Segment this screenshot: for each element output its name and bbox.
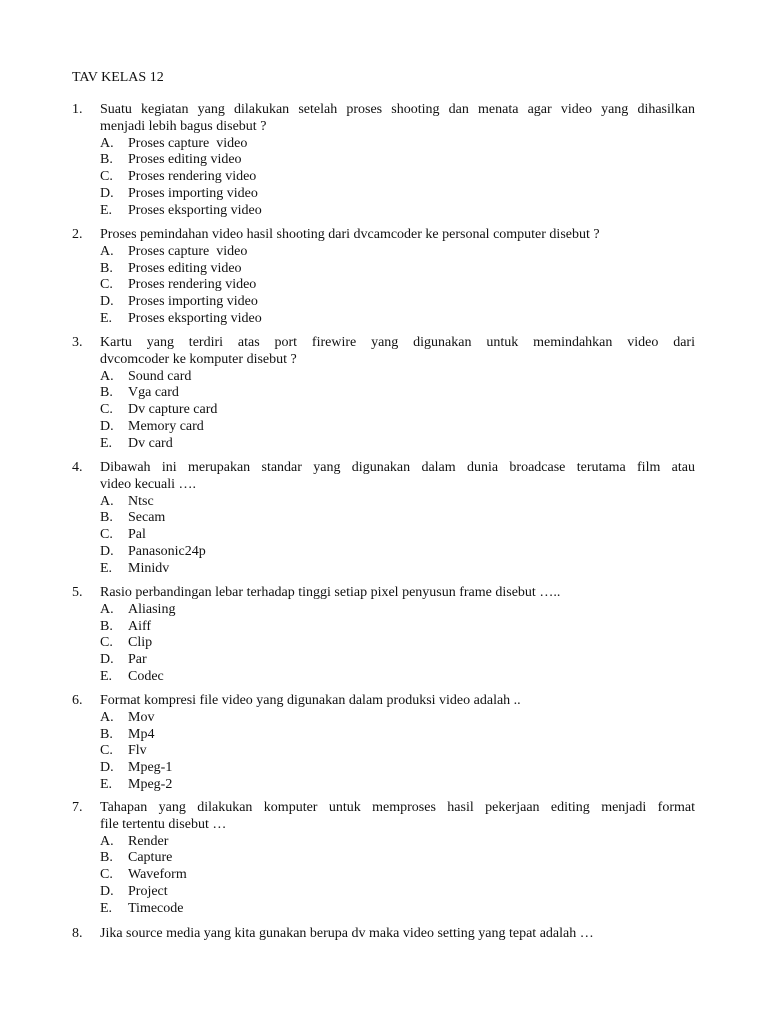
option-text: Aiff: [128, 618, 152, 634]
option-letter: D.: [100, 418, 114, 434]
question-number: 6.: [72, 693, 83, 708]
option-e: [72, 561, 695, 578]
option-text: Proses capture video: [128, 135, 248, 151]
option-d: [72, 544, 695, 561]
option-text: Mpeg-2: [128, 776, 173, 792]
option-text: Flv: [128, 743, 147, 759]
question-text-line: Dibawah ini merupakan standar yang digunakan dalam dunia broadcase terutama film atau: [100, 460, 695, 475]
option-text: Codec: [128, 668, 164, 684]
option-c: [72, 277, 695, 294]
option-b: [72, 727, 695, 744]
option-text: Timecode: [128, 900, 184, 916]
option-text: Minidv: [128, 560, 170, 576]
option-b: [72, 510, 695, 527]
option-letter: E.: [100, 202, 113, 218]
option-a: [72, 136, 695, 153]
option-letter: C.: [100, 277, 113, 293]
option-letter: D.: [100, 652, 114, 668]
question-6: [72, 693, 695, 794]
option-letter: B.: [100, 850, 113, 866]
option-text: Mpeg-1: [128, 760, 173, 776]
option-text: Mp4: [128, 726, 155, 742]
question-5: [72, 585, 695, 686]
question-8: [72, 926, 695, 943]
question-text-line: Format kompresi file video yang digunakan dalam produksi video adalah ..: [100, 693, 521, 708]
question-text-line: menjadi lebih bagus disebut ?: [100, 118, 267, 134]
option-letter: B.: [100, 385, 113, 401]
option-text: Proses capture video: [128, 243, 248, 259]
question-7: [72, 800, 695, 918]
option-text: Dv card: [128, 435, 173, 451]
option-c: [72, 169, 695, 186]
option-d: [72, 760, 695, 777]
option-list: [72, 834, 695, 918]
option-text: Mov: [128, 709, 155, 725]
option-letter: B.: [100, 726, 113, 742]
option-text: Proses rendering video: [128, 277, 257, 293]
option-c: [72, 527, 695, 544]
option-letter: E.: [100, 560, 113, 576]
option-c: [72, 743, 695, 760]
option-b: [72, 850, 695, 867]
option-text: Clip: [128, 635, 153, 651]
question-text-line: Jika source media yang kita gunakan berupa dv maka video setting yang tepat adalah …: [100, 926, 594, 941]
option-letter: A.: [100, 243, 114, 259]
question-number: 2.: [72, 227, 83, 242]
option-letter: C.: [100, 527, 113, 543]
option-e: [72, 777, 695, 794]
option-letter: C.: [100, 635, 113, 651]
option-text: Proses importing video: [128, 294, 258, 310]
question-text-line: Suatu kegiatan yang dilakukan setelah proses shooting dan menata agar video yang dihasilkan: [100, 102, 695, 117]
option-c: [72, 635, 695, 652]
option-letter: D.: [100, 543, 114, 559]
option-b: [72, 261, 695, 278]
option-text: Dv capture card: [128, 402, 218, 418]
option-letter: D.: [100, 294, 114, 310]
option-e: [72, 669, 695, 686]
option-letter: A.: [100, 493, 114, 509]
option-letter: C.: [100, 743, 113, 759]
option-a: [72, 494, 695, 511]
option-letter: D.: [100, 760, 114, 776]
option-text: Proses rendering video: [128, 169, 257, 185]
option-letter: E.: [100, 310, 113, 326]
option-d: [72, 186, 695, 203]
question-number: 1.: [72, 102, 83, 117]
option-a: [72, 834, 695, 851]
question-number: 7.: [72, 800, 83, 815]
option-list: [72, 369, 695, 453]
option-list: [72, 602, 695, 686]
option-text: Memory card: [128, 418, 204, 434]
option-letter: B.: [100, 260, 113, 276]
option-e: [72, 436, 695, 453]
option-c: [72, 867, 695, 884]
option-letter: E.: [100, 668, 113, 684]
option-text: Vga card: [128, 385, 179, 401]
option-text: Render: [128, 833, 169, 849]
option-letter: A.: [100, 601, 114, 617]
document-title: TAV KELAS 12: [72, 70, 164, 85]
option-text: Proses eksporting video: [128, 202, 262, 218]
option-letter: A.: [100, 709, 114, 725]
option-d: [72, 652, 695, 669]
option-b: [72, 152, 695, 169]
option-text: Proses importing video: [128, 185, 258, 201]
question-text-line: Tahapan yang dilakukan komputer untuk memproses hasil pekerjaan editing menjadi format: [100, 800, 695, 815]
option-letter: B.: [100, 510, 113, 526]
option-list: [72, 136, 695, 220]
option-letter: C.: [100, 169, 113, 185]
option-d: [72, 294, 695, 311]
option-text: Project: [128, 883, 168, 899]
question-number: 5.: [72, 585, 83, 600]
option-text: Par: [128, 652, 147, 668]
option-list: [72, 494, 695, 578]
option-letter: B.: [100, 618, 113, 634]
option-letter: E.: [100, 776, 113, 792]
question-2: [72, 227, 695, 328]
option-b: [72, 619, 695, 636]
question-text-line: video kecuali ….: [100, 476, 197, 492]
option-letter: D.: [100, 883, 114, 899]
question-3: [72, 335, 695, 453]
option-text: Waveform: [128, 867, 187, 883]
option-letter: D.: [100, 185, 114, 201]
option-text: Proses eksporting video: [128, 310, 262, 326]
option-a: [72, 369, 695, 386]
question-text-line: Kartu yang terdiri atas port firewire yang digunakan untuk memindahkan video dari: [100, 335, 695, 350]
option-b: [72, 385, 695, 402]
option-letter: C.: [100, 402, 113, 418]
option-c: [72, 402, 695, 419]
question-1: [72, 102, 695, 220]
option-text: Sound card: [128, 368, 192, 384]
option-text: Proses editing video: [128, 152, 242, 168]
option-letter: B.: [100, 152, 113, 168]
question-text-line: dvcomcoder ke komputer disebut ?: [100, 351, 297, 367]
option-text: Capture: [128, 850, 173, 866]
option-text: Proses editing video: [128, 260, 242, 276]
option-list: [72, 710, 695, 794]
option-text: Ntsc: [128, 493, 154, 509]
option-list: [72, 244, 695, 328]
option-a: [72, 244, 695, 261]
option-e: [72, 311, 695, 328]
question-text-line: Rasio perbandingan lebar terhadap tinggi setiap pixel penyusun frame disebut …..: [100, 585, 561, 600]
option-letter: A.: [100, 368, 114, 384]
option-letter: E.: [100, 900, 113, 916]
option-e: [72, 203, 695, 220]
question-number: 3.: [72, 335, 83, 350]
option-text: Aliasing: [128, 601, 176, 617]
option-d: [72, 884, 695, 901]
option-letter: E.: [100, 435, 113, 451]
option-d: [72, 419, 695, 436]
option-text: Pal: [128, 527, 146, 543]
option-a: [72, 710, 695, 727]
option-a: [72, 602, 695, 619]
option-text: Panasonic24p: [128, 543, 206, 559]
question-text-line: Proses pemindahan video hasil shooting dari dvcamcoder ke personal computer disebut ?: [100, 227, 600, 242]
question-text-line: file tertentu disebut …: [100, 816, 227, 832]
option-letter: C.: [100, 867, 113, 883]
option-letter: A.: [100, 833, 114, 849]
option-text: Secam: [128, 510, 166, 526]
option-letter: A.: [100, 135, 114, 151]
question-4: [72, 460, 695, 578]
question-number: 8.: [72, 926, 83, 941]
question-number: 4.: [72, 460, 83, 475]
option-e: [72, 901, 695, 918]
